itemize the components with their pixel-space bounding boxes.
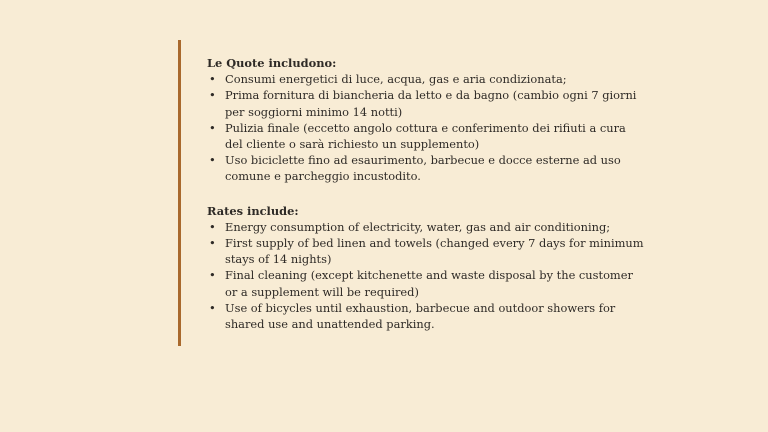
list-item-text: Prima fornitura di biancheria da letto e da bagno (cambio ogni 7 giorni per soggiorni minimo 14 notti) (225, 88, 637, 119)
list-item (207, 120, 647, 152)
list-item (207, 235, 647, 267)
bullet-icon: • (209, 120, 216, 135)
list-item-text: Energy consumption of electricity, water, gas and air conditioning; (225, 219, 611, 234)
list-item (207, 71, 647, 87)
bullet-icon: • (209, 219, 216, 234)
bullet-icon: • (209, 300, 216, 315)
bullet-icon: • (209, 236, 216, 251)
bullet-icon: • (209, 88, 216, 103)
bullet-icon: • (209, 153, 216, 168)
bullet-list-english (207, 219, 647, 332)
list-item (207, 219, 647, 235)
bullet-icon: • (209, 268, 216, 283)
section-italian (207, 55, 647, 185)
list-item-text: Final cleaning (except kitchenette and waste disposal by the customer or a supplement will be required) (225, 268, 633, 299)
bullet-list-italian (207, 71, 647, 184)
list-item-text: First supply of bed linen and towels (changed every 7 days for minimum stays of 14 nights) (225, 236, 644, 267)
list-item (207, 152, 647, 184)
list-item-text: Pulizia finale (eccetto angolo cottura e conferimento dei rifiuti a cura del cliente o sarà richiesto un supplemento) (225, 120, 626, 152)
section-title-italian: Le Quote includono: (207, 56, 337, 70)
list-item (207, 300, 647, 332)
section-title-english: Rates include: (207, 203, 299, 218)
accent-divider-bar (178, 40, 181, 346)
list-item-text: Uso biciclette fino ad esaurimento, barbecue e docce esterne ad uso comune e parcheggio incustodito. (225, 153, 621, 184)
list-item-text: Consumi energetici di luce, acqua, gas e aria condizionata; (225, 72, 567, 87)
list-item (207, 267, 647, 299)
list-item (207, 87, 647, 119)
bullet-icon: • (209, 72, 216, 87)
section-english (207, 203, 647, 333)
rates-content (207, 55, 647, 332)
list-item-text: Use of bicycles until exhaustion, barbecue and outdoor showers for shared use and unattended parking. (225, 300, 616, 332)
